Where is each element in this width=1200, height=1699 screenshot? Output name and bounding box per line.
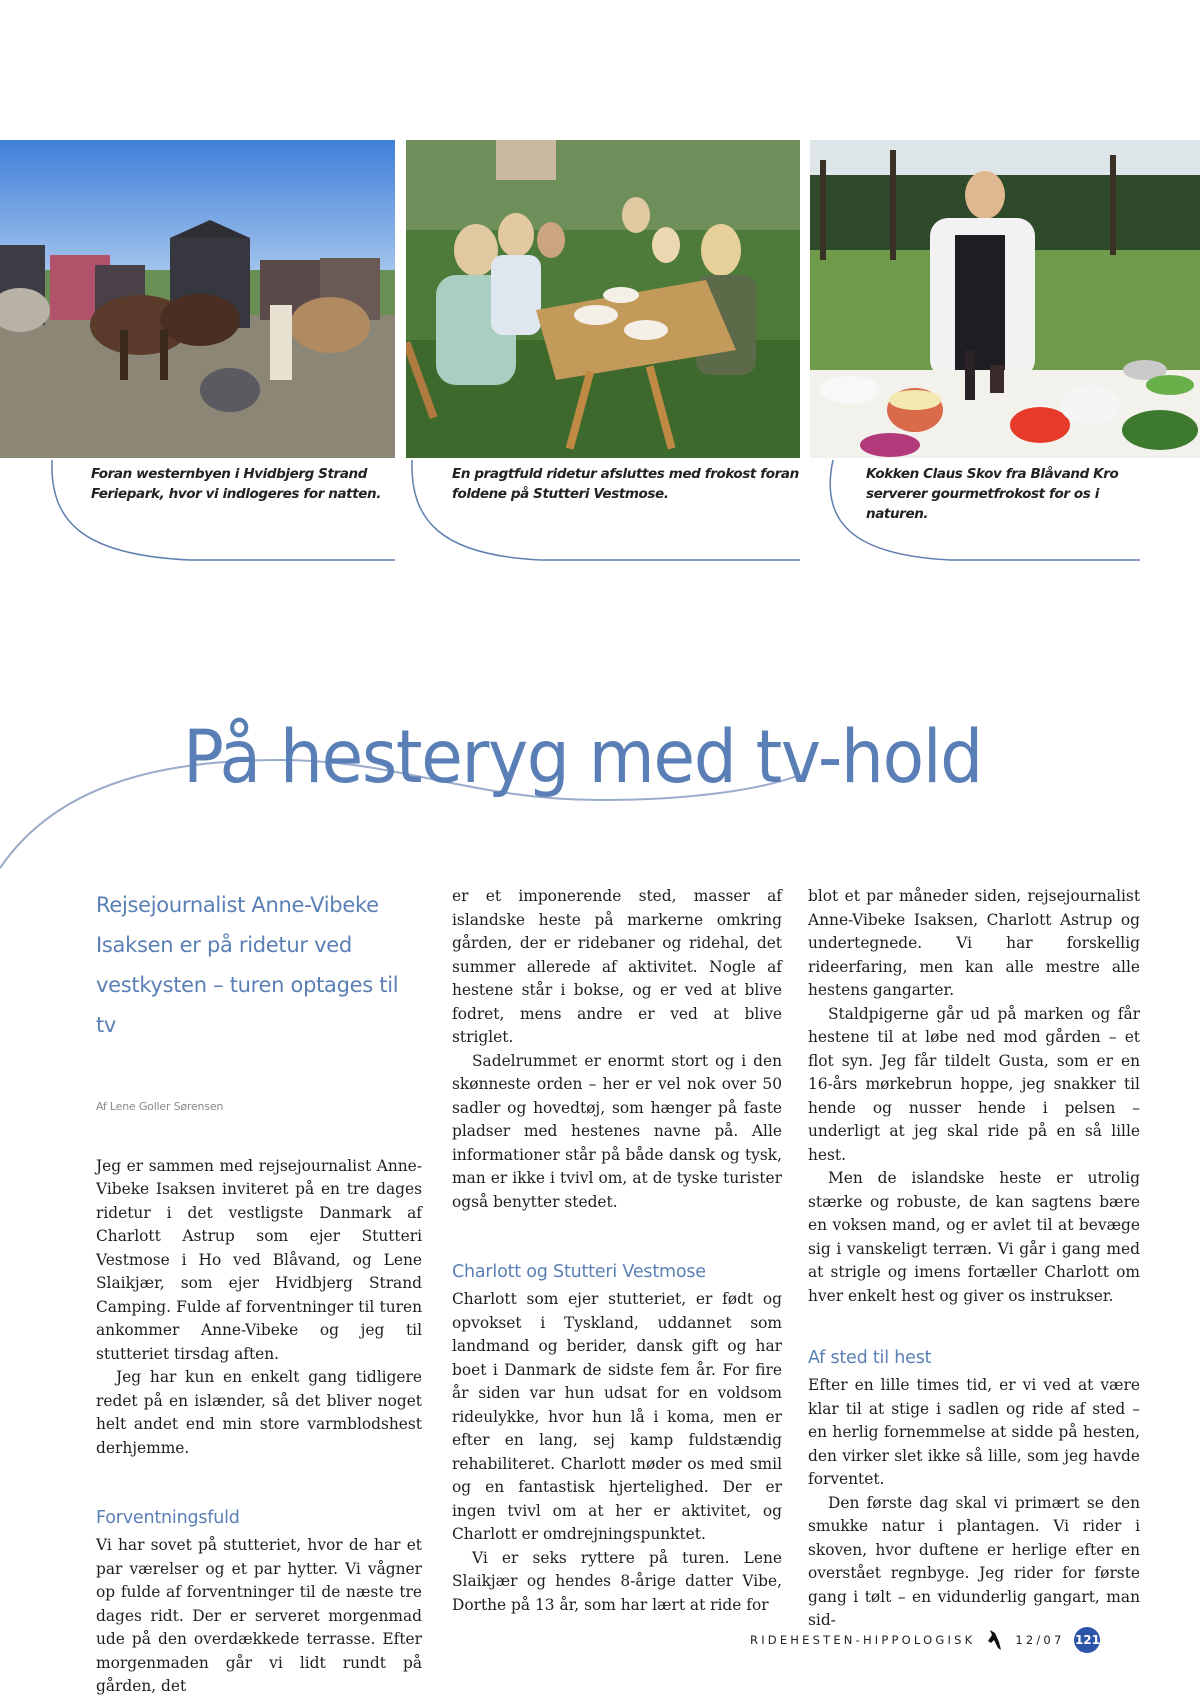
- photo-caption: Foran westernbyen i Hvidbjerg Strand Feriepark, hvor vi indlogeres for natten.: [91, 466, 381, 502]
- horse-head-icon: [985, 1629, 1003, 1651]
- paragraph: Sadelrummet er enormt stort og i den skønneste orden – her er vel nok over 50 sadler og hovedtøj, som hænger på faste pladser med hestenes navne på. Alle informationer står på både dansk og tysk, man er ikke i tvivl om, at de tyske turister også benytter stedet.: [452, 1051, 782, 1211]
- paragraph: Jeg er sammen med rejsejournalist Anne-Vibeke Isaksen inviteret på en tre dages ridetur i det vestligste Danmark af Charlott Astrup som ejer Stutteri Vestmose i Ho ved Blåvand, og Lene Slaikjær, som ejer Hvidbjerg Strand Camping. Fulde af forventninger til turen ankommer Anne-Vibeke og jeg til stutteriet tirsdag aften.: [96, 1156, 422, 1363]
- paragraph: blot et par måneder siden, rejsejournalist Anne-Vibeke Isaksen, Charlott Astrup og undertegnede. Vi har forskellig rideerfaring, men kan alle mestre alle hestens gangarter.: [808, 887, 1140, 999]
- paragraph: Efter en lille times tid, er vi ved at være klar til at stige i sadlen og ride af sted – en herlig fornemmelse at sidde på hesten, den virker slet ikke så lille, som jeg havde forventet.: [808, 1376, 1140, 1488]
- article-column-2: [452, 885, 782, 1617]
- horses-western-town-photo-icon: [0, 140, 395, 458]
- paragraph: Den første dag skal vi primært se den smukke natur i plantagen. Vi rider i skoven, hvor duftene er herlige efter en overstået regnbyge. Jeg rider for første gang i tølt – en vidunderlig gangart, man sid-: [808, 1493, 1140, 1629]
- issue-number: 12/07: [1015, 1633, 1065, 1647]
- paragraph: Charlott som ejer stutteriet, er født og opvokset i Tyskland, uddannet som landmand og berider, dansk gift og har boet i Danmark de sidste fem år. For fire år siden var hun udsat for en voldsom rideulykke, hvor hun lå i koma, men er efter en lang, sej kamp fuldstændig rehabiliteret. Charlott møder os med smil og en fantastisk hjertelighed. Der er ingen tvivl om at her er aktivitet, og Charlott er omdrejningspunktet.: [452, 1290, 782, 1543]
- photo-outdoor-breakfast: [406, 140, 800, 458]
- photo-caption: En pragtfuld ridetur afsluttes med frokost foran foldene på Stutteri Vestmose.: [452, 466, 799, 502]
- photo-chef-gourmet-lunch: [810, 140, 1200, 458]
- paragraph: Men de islandske heste er utrolig stærke og robuste, de kan sagtens bære en voksen mand, og er avlet til at bevæge sig i vanskeligt terræn. Vi går i gang med at strigle og imens fortæller Charlott om hver enkelt hest og giver os instrukser.: [808, 1169, 1140, 1305]
- subheading: Charlott og Stutteri Vestmose: [452, 1262, 706, 1282]
- paragraph: Jeg har kun en enkelt gang tidligere redet på en islænder, så det bliver noget helt andet end min store varmblodshest derhjemme.: [96, 1368, 422, 1457]
- paragraph: er et imponerende sted, masser af islandske heste på markerne omkring gården, der er ridebaner og ridehal, det summer allerede af aktivitet. Nogle af hestene står i bokse, og er ved at blive fodret, mens andre er ved at blive striglet.: [452, 887, 782, 1046]
- byline: Af Lene Goller Sørensen: [96, 1100, 224, 1113]
- article-column-3: [808, 885, 1140, 1633]
- outdoor-breakfast-table-photo-icon: [406, 140, 800, 458]
- paragraph: Staldpigerne går ud på marken og får hestene til at løbe ned mod gården – et flot syn. Jeg får tildelt Gusta, som er en 16-års mørkebrun hoppe, jeg snakker til hende og nusser hende i pelsen – underligt at jeg skal ride på en så lille hest.: [808, 1004, 1140, 1164]
- paragraph: Vi er seks ryttere på turen. Lene Slaikjær og hendes 8-årige datter Vibe, Dorthe på 13 år, som har lært at ride for: [452, 1548, 782, 1614]
- page-footer: [750, 1625, 1190, 1655]
- subheading: Forventningsfuld: [96, 1508, 240, 1528]
- chef-gourmet-lunch-photo-icon: [810, 140, 1200, 458]
- photo-horses-western-town: [0, 140, 395, 458]
- subheading: Af sted til hest: [808, 1348, 932, 1368]
- article-lead: Rejsejournalist Anne-Vibeke Isaksen er på ridetur ved vestkysten – turen optages til tv: [96, 893, 399, 1037]
- photo-caption: Kokken Claus Skov fra Blåvand Kro serverer gourmetfrokost for os i naturen.: [866, 466, 1119, 522]
- article-column-1: [96, 885, 422, 1699]
- article-headline: På hesteryg med tv-hold: [183, 714, 982, 800]
- paragraph: Vi har sovet på stutteriet, hvor de har et par værelser og et par hytter. Vi vågner op fulde af forventninger til de næste tre dages ridt. Der er serveret morgenmad ude på den overdækkede terrasse. Efter morgenmaden går vi lidt rundt på gården, det: [96, 1536, 422, 1695]
- magazine-name: RIDEHESTEN-HIPPOLOGISK: [750, 1633, 976, 1647]
- page-number-badge: 121: [1074, 1627, 1100, 1653]
